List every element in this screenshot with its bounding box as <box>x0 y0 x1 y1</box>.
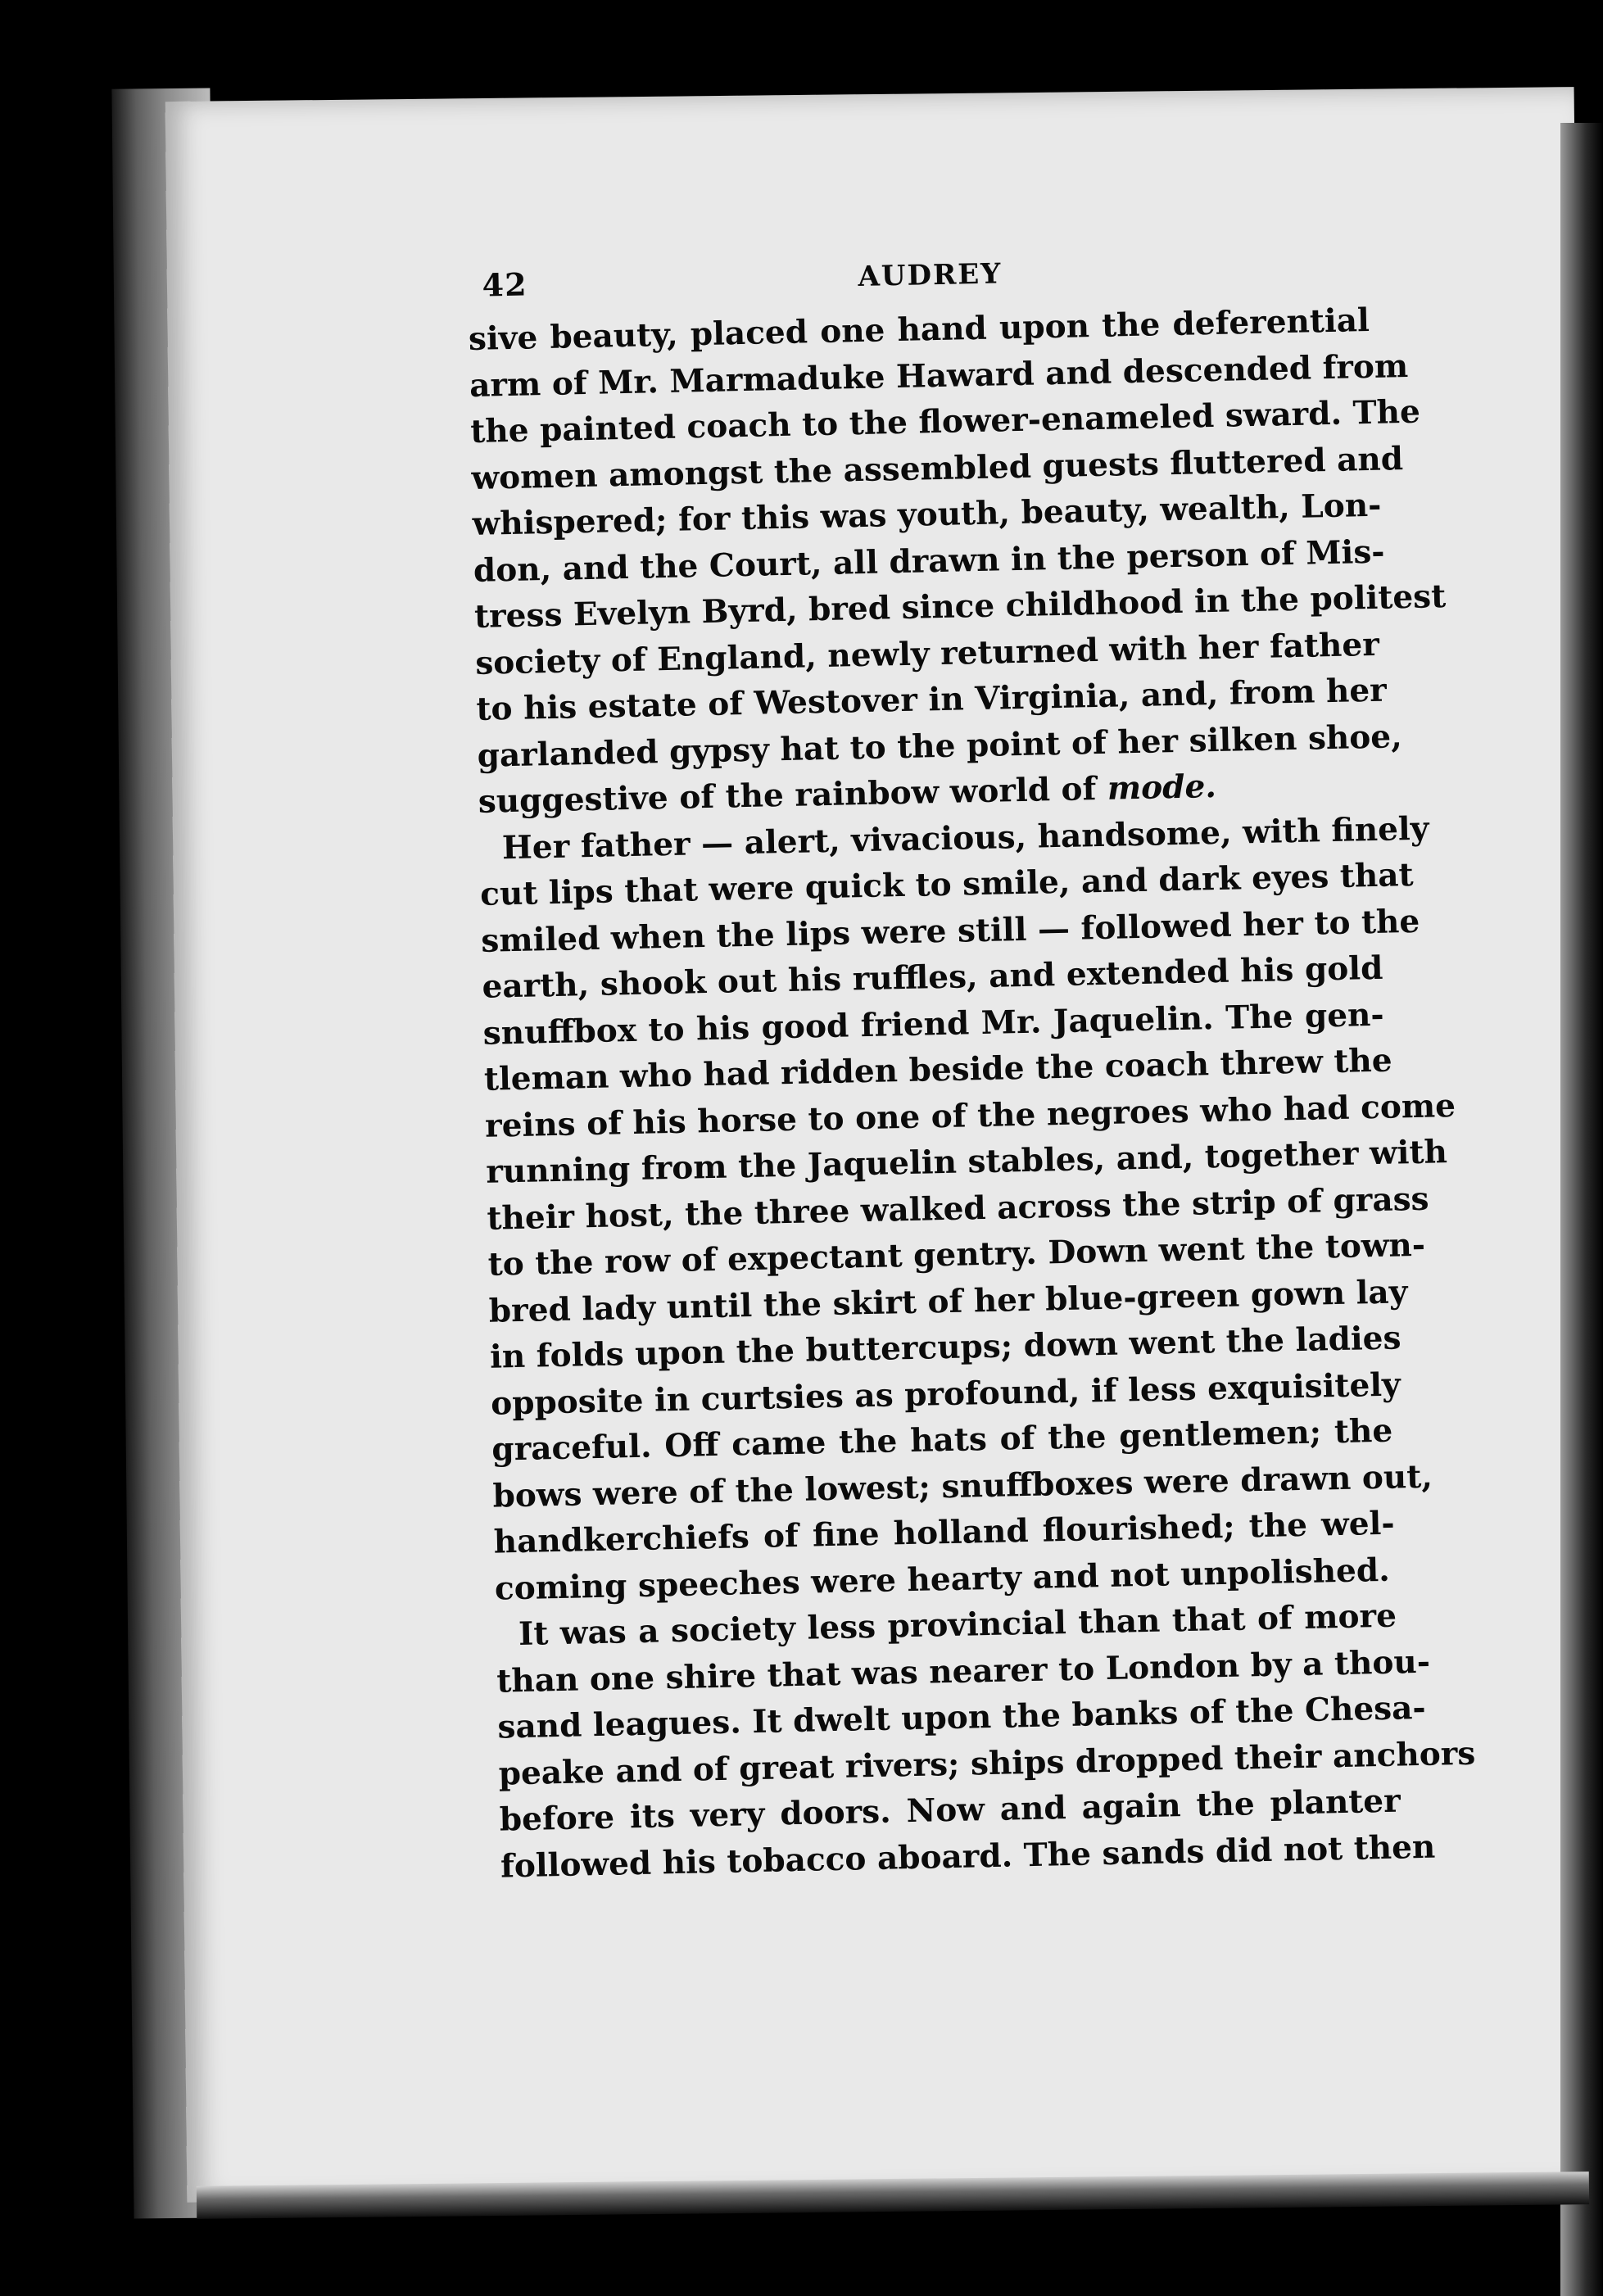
text-line: arm of Mr. Marmaduke Haward and descended from <box>469 346 1409 405</box>
text-line: sive beauty, placed one hand upon the deferential <box>468 301 1370 358</box>
text-line: than one shire that was nearer to London by a thou- <box>496 1642 1431 1700</box>
text-line: graceful. Off came the hats of the gentlemen; the <box>491 1411 1393 1469</box>
text-line: the painted coach to the flower-enameled sward. The <box>469 392 1421 451</box>
text-line: running from the Jaquelin stables, and, together with <box>485 1133 1448 1191</box>
text-line: before its very doors. Now and again the planter <box>499 1782 1401 1839</box>
page-right-edge <box>1560 123 1603 2296</box>
text-line: snuffbox to his good friend Mr. Jaquelin. The gen- <box>482 995 1384 1053</box>
text-line: smiled when the lips were still — followed her to the <box>480 902 1420 960</box>
text-line: opposite in curtsies as profound, if less exquisitely <box>490 1365 1401 1423</box>
running-title: AUDREY <box>858 257 1003 293</box>
text-line: Her father — alert, vivacious, handsome, with finely <box>501 809 1429 867</box>
text-line: don, and the Court, all drawn in the person of Mis- <box>473 532 1385 590</box>
text-line: followed his tobacco aboard. The sands did not then <box>500 1827 1436 1886</box>
page-body <box>468 297 1476 1889</box>
text-line: tress Evelyn Byrd, bred since childhood in the politest <box>473 577 1447 636</box>
text-line: society of England, newly returned with her father <box>474 625 1380 682</box>
page-number: 42 <box>482 265 528 304</box>
text-line: to his estate of Westover in Virginia, and, from her <box>475 671 1388 728</box>
text-line: whispered; for this was youth, beauty, wealth, Lon- <box>472 486 1382 543</box>
paragraph <box>478 806 1456 1612</box>
text-line: It was a society less provincial than that of more <box>518 1596 1397 1654</box>
text-line: bred lady until the skirt of her blue-green gown lay <box>488 1272 1408 1330</box>
text-line: tleman who had ridden beside the coach threw the <box>483 1041 1392 1098</box>
text-line: handkerchiefs of fine holland flourished; the wel- <box>493 1504 1396 1561</box>
page-text-block <box>467 241 1476 1889</box>
text-line: bows were of the lowest; snuffboxes were drawn out, <box>492 1457 1433 1515</box>
text-line: in folds upon the buttercups; down went the ladies <box>489 1319 1401 1376</box>
text-line: earth, shook out his ruffles, and extended his gold <box>482 949 1383 1006</box>
paragraph <box>496 1592 1476 1890</box>
text-line: women amongst the assembled guests fluttered and <box>471 439 1404 497</box>
paragraph <box>468 297 1447 825</box>
text-line-start: suggestive of the rainbow world of <box>478 769 1108 821</box>
italic-word: mode. <box>1107 767 1217 808</box>
text-line: cut lips that were quick to smile, and dark eyes that <box>479 855 1414 913</box>
text-line: their host, the three walked across the strip of grass <box>487 1180 1429 1238</box>
text-line: sand leagues. It dwelt upon the banks of the Chesa- <box>497 1688 1427 1746</box>
text-line: to the row of expectant gentry. Down went the town- <box>487 1225 1426 1284</box>
text-line: reins of his horse to one of the negroes who had come <box>484 1086 1456 1145</box>
text-line: peake and of great rivers; ships dropped their anchors <box>498 1734 1476 1793</box>
text-line: coming speeches were hearty and not unpolished. <box>494 1551 1391 1608</box>
text-line: garlanded gypsy hat to the point of her silken shoe, <box>477 717 1403 775</box>
